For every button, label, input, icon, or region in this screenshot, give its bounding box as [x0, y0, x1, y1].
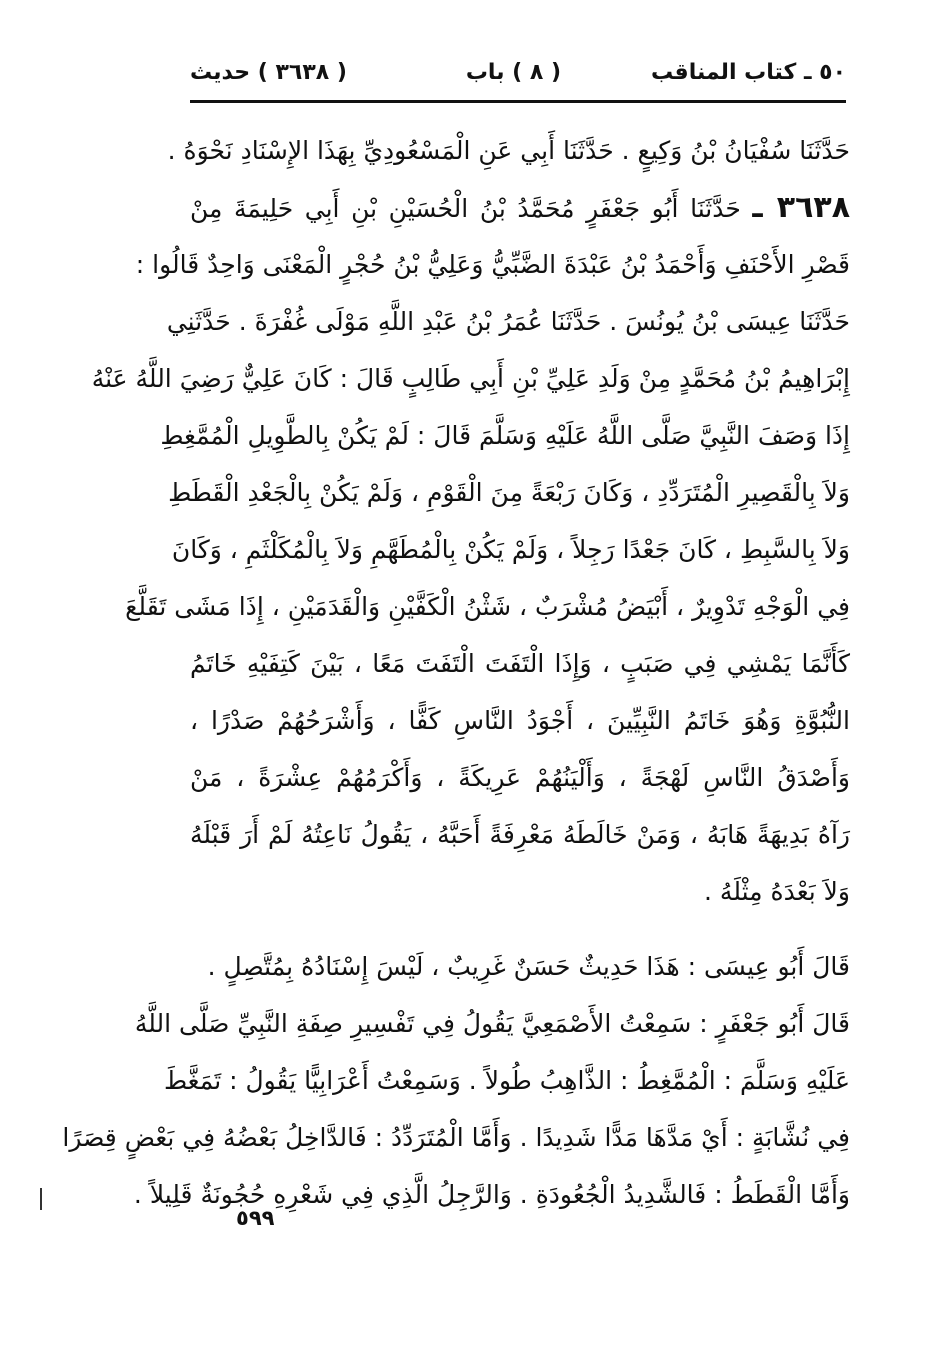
text-line: وَأَمَّا الْقَطَطُ : فَالشَّدِيدُ الْجُعُودَةِ . وَالرَّجِلُ الَّذِي فِي شَعْرِهِ حُجُونَةٌ قَلِيلاً .: [133, 1180, 850, 1209]
header-rule: [190, 100, 846, 103]
text-line: قَصْرِ الأَحْنَفِ وَأَحْمَدُ بْنُ عَبْدَةَ الضَّبِّيُّ وَعَلِيُّ بْنُ حُجْرٍ الْمَعْنَى وَاحِدٌ قَالُوا :: [135, 250, 850, 279]
text-line: حَدَّثَنَا عِيسَى بْنُ يُونُسَ . حَدَّثَنَا عُمَرُ بْنُ عَبْدِ اللَّهِ مَوْلَى غُفْرَةَ . حَدَّثَنِي: [166, 307, 850, 336]
text-line: فِي الْوَجْهِ تَدْوِيرٌ ، أَبْيَضُ مُشْرَبٌ ، شَثْنُ الْكَفَّيْنِ وَالْقَدَمَيْنِ ، إِذَا مَشَى تَقَلَّعَ: [125, 592, 850, 621]
hadith-number: ٣٦٣٨ ـ: [752, 190, 851, 225]
text-line: وَلاَ بِالْقَصِيرِ الْمُتَرَدِّدِ ، وَكَانَ رَبْعَةً مِنَ الْقَوْمِ ، وَلَمْ يَكُنْ بِالْجَعْدِ الْقَطَطِ: [168, 478, 850, 507]
text-line-hadith-start: [190, 179, 850, 236]
main-text: [62, 122, 851, 1223]
text-line: عَلَيْهِ وَسَلَّمَ : الْمُمَّغِطُ : الذَّاهِبُ طُولاً . وَسَمِعْتُ أَعْرَابِيًّا يَقُولُ : تَمَغَّطَ: [163, 1066, 850, 1095]
header-chapter: ( ٨ ) باب: [465, 60, 561, 85]
header-book-title: ٥٠ ـ كتاب المناقب: [651, 60, 846, 85]
text-line: قَالَ أَبُو عِيسَى : هَذَا حَدِيثٌ حَسَنٌ غَرِيبٌ ، لَيْسَ إِسْنَادُهُ بِمُتَّصِلٍ .: [207, 952, 850, 981]
text-line: وَلاَ بِالسَّبِطِ ، كَانَ جَعْدًا رَجِلاً ، وَلَمْ يَكُنْ بِالْمُطَهَّمِ وَلاَ بِالْمُكَلْثَمِ ، وَكَانَ: [171, 535, 850, 564]
text-line: وَأَصْدَقُ النَّاسِ لَهْجَةً ، وَأَلْيَنُهُمْ عَرِيكَةً ، وَأَكْرَمُهُمْ عِشْرَةً ، مَنْ: [190, 763, 850, 792]
text-line: قَالَ أَبُو جَعْفَرٍ : سَمِعْتُ الأَصْمَعِيَّ يَقُولُ فِي تَفْسِيرِ صِفَةِ النَّبِيِّ صَلَّى اللَّهُ: [134, 1009, 850, 1038]
page-number: ٥٩٩: [236, 1206, 275, 1230]
text-line-content: حَدَّثَنَا أَبُو جَعْفَرٍ مُحَمَّدُ بْنُ الْحُسَيْنِ بْنِ أَبِي حَلِيمَةَ مِنْ: [190, 194, 741, 223]
margin-mark: [40, 1188, 42, 1210]
text-line: حَدَّثَنَا سُفْيَانُ بْنُ وَكِيعٍ . حَدَّثَنَا أَبِي عَنِ الْمَسْعُودِيِّ بِهَذَا الإِسْنَادِ نَحْوَهُ .: [167, 136, 850, 165]
text-line: وَلاَ بَعْدَهُ مِثْلَهُ .: [704, 877, 850, 906]
paragraph-gap: [190, 920, 850, 938]
text-line: إِبْرَاهِيمُ بْنُ مُحَمَّدٍ مِنْ وَلَدِ عَلِيِّ بْنِ أَبِي طَالِبٍ قَالَ : كَانَ عَلِيٌّ رَضِيَ اللَّهُ عَنْهُ: [91, 364, 850, 393]
text-line: فِي نُشَّابَةٍ : أَيْ مَدَّهَا مَدًّا شَدِيدًا . وَأَمَّا الْمُتَرَدِّدُ : فَالدَّاخِلُ بَعْضُهُ فِي بَعْضٍ قِصَرًا: [62, 1123, 850, 1152]
text-line: النُّبُوَّةِ وَهُوَ خَاتَمُ النَّبِيِّينَ ، أَجْوَدُ النَّاسِ كَفًّا ، وَأَشْرَحُهُمْ صَدْرًا ،: [190, 706, 850, 735]
text-line: كَأَنَّمَا يَمْشِي فِي صَبَبٍ ، وَإِذَا الْتَفَتَ الْتَفَتَ مَعًا ، بَيْنَ كَتِفَيْهِ خَاتَمُ: [190, 649, 850, 678]
text-line: إِذَا وَصَفَ النَّبِيَّ صَلَّى اللَّهُ عَلَيْهِ وَسَلَّمَ قَالَ : لَمْ يَكُنْ بِالطَّوِيلِ الْمُمَّغِطِ: [160, 421, 850, 450]
header-hadith-ref: ( ٣٦٣٨ ) حديث: [190, 60, 347, 85]
text-line: رَآهُ بَدِيهَةً هَابَهُ ، وَمَنْ خَالَطَهُ مَعْرِفَةً أَحَبَّهُ ، يَقُولُ نَاعِتُهُ لَمْ أَرَ قَبْلَهُ: [190, 820, 850, 849]
running-header: [190, 54, 846, 98]
